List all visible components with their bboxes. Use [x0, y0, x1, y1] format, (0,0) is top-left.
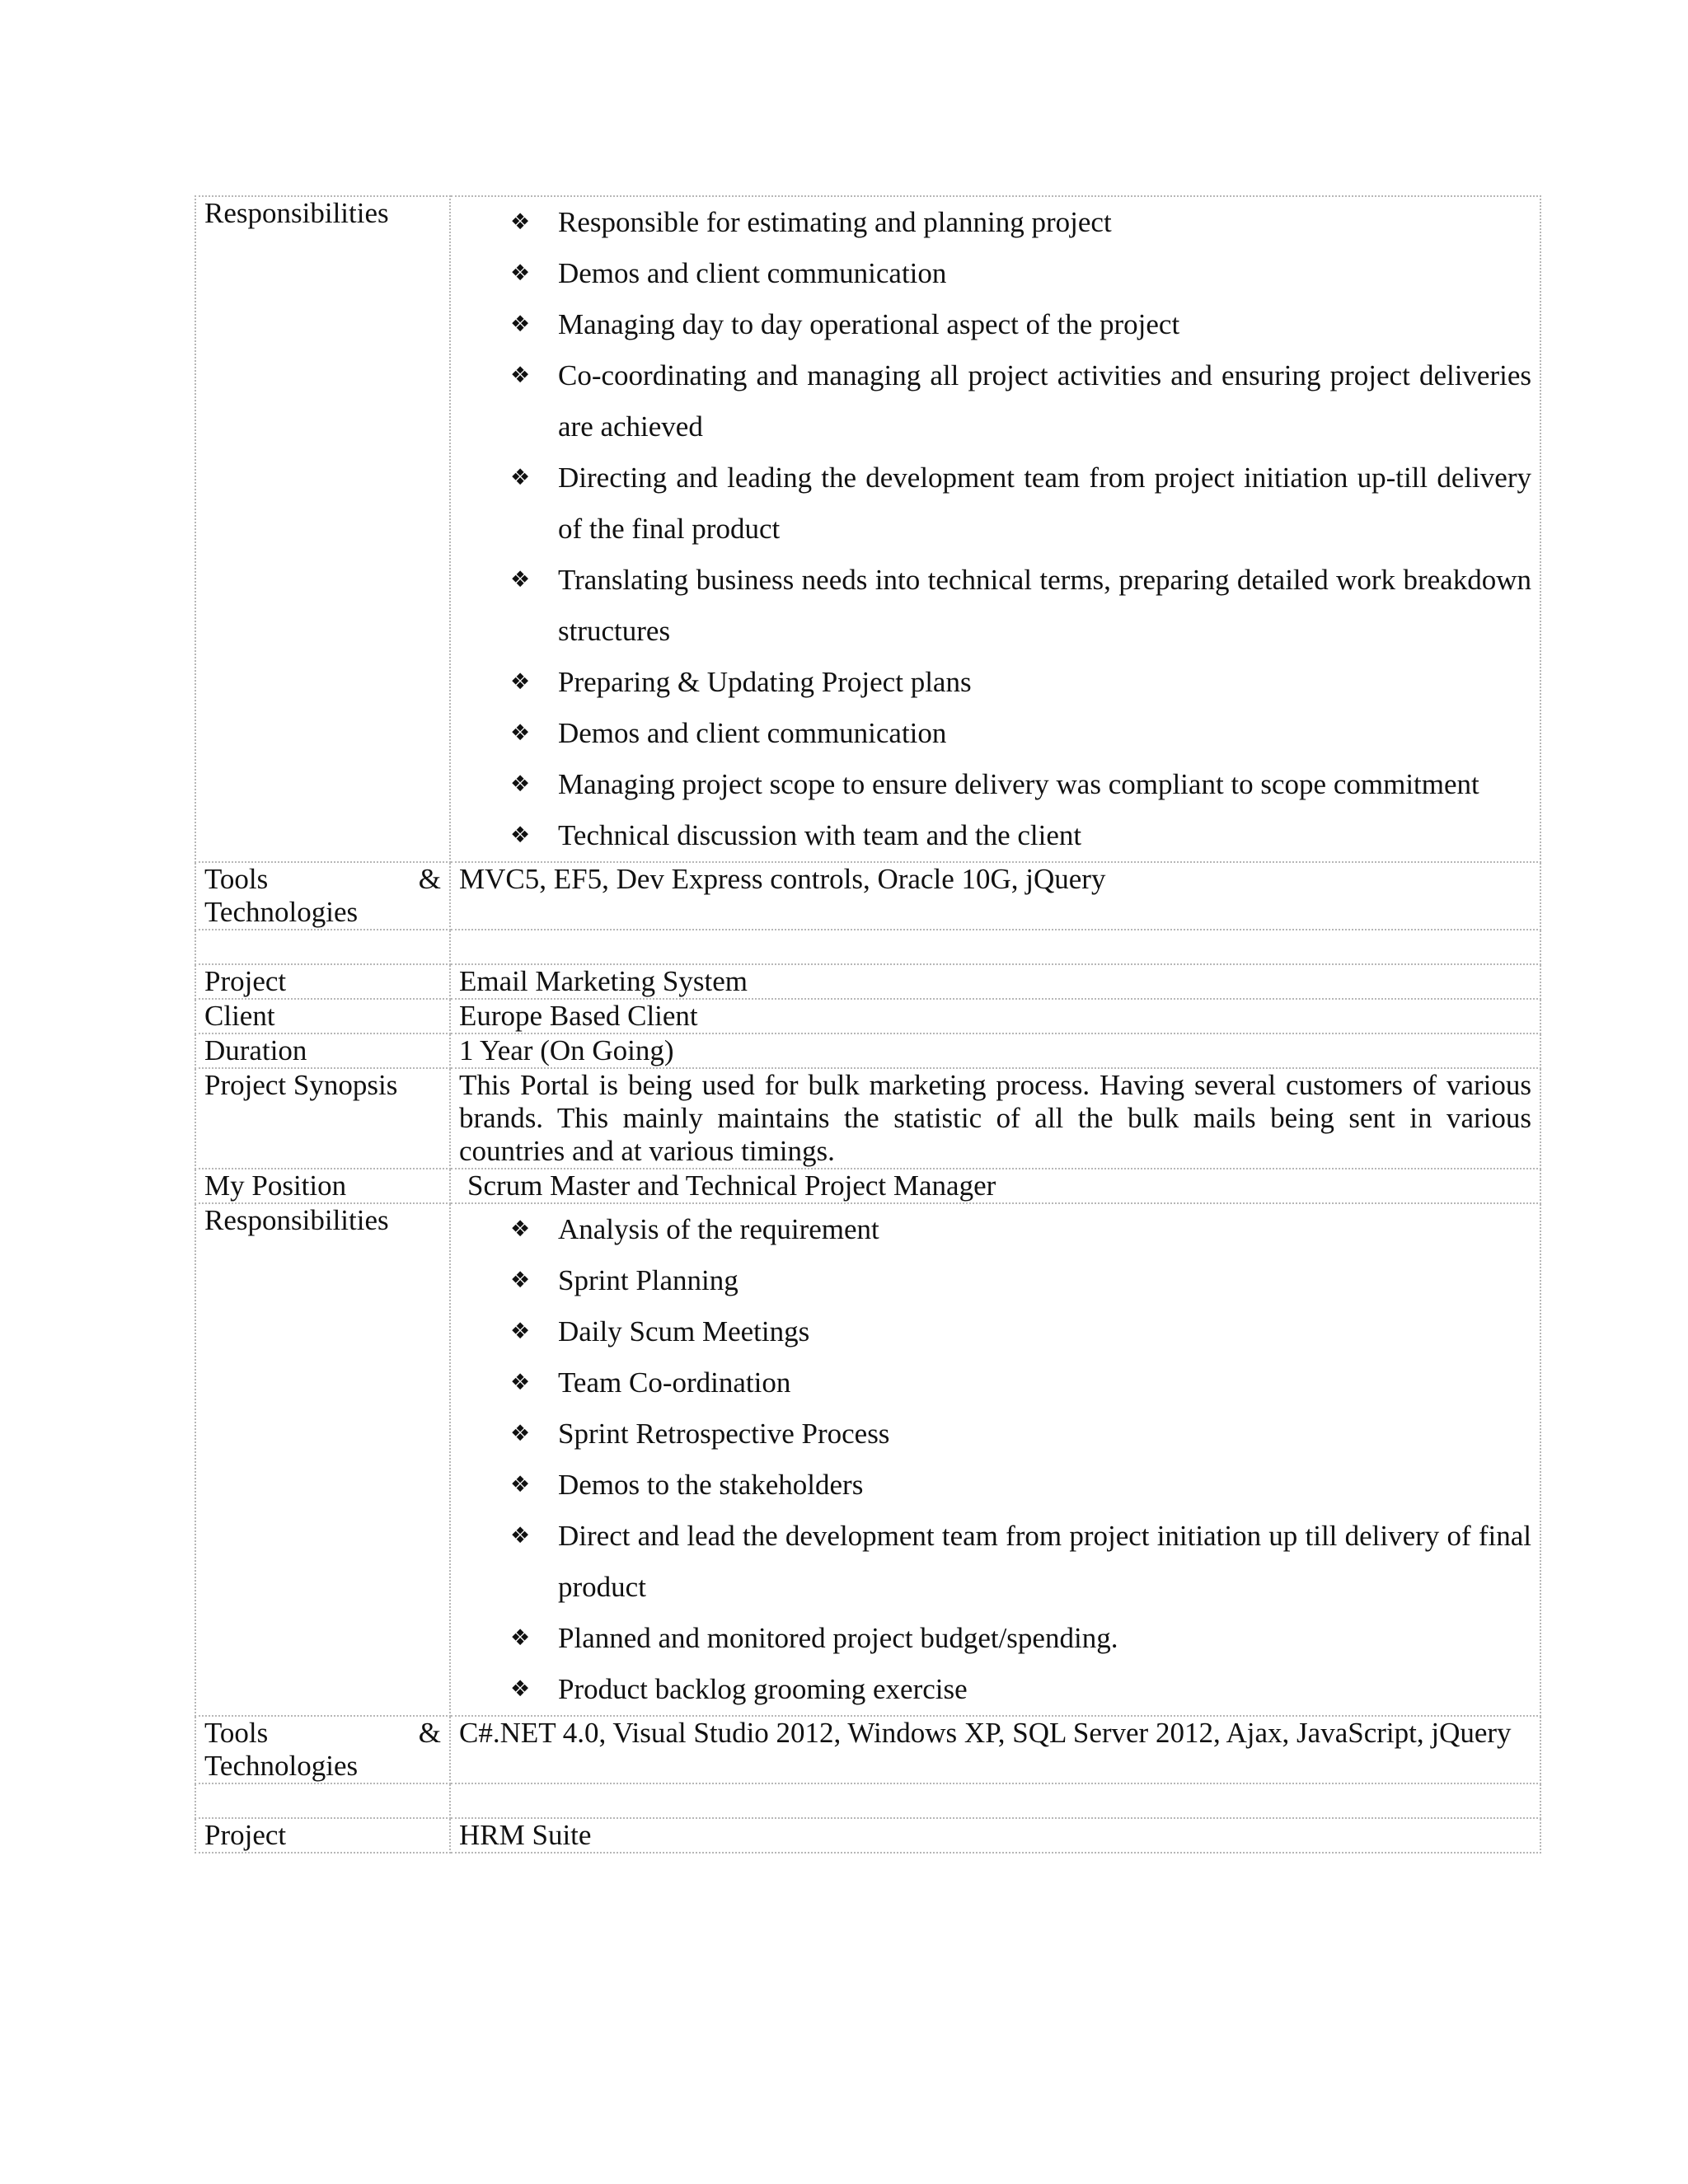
diamond-bullet-icon: ❖: [510, 1319, 531, 1344]
row-label: Project: [204, 965, 287, 997]
label-cell: [195, 1716, 450, 1783]
list-item: ❖ Analysis of the requirement: [510, 1204, 1531, 1255]
diamond-bullet-icon: ❖: [510, 567, 531, 593]
value-cell: [450, 1203, 1540, 1716]
table-row: [195, 964, 1540, 999]
table-row: [195, 196, 1540, 862]
table-row: [195, 862, 1540, 930]
list-item: ❖ Managing project scope to ensure delivery was compliant to scope commitment: [510, 759, 1531, 810]
list-item: ❖ Demos and client communication: [510, 708, 1531, 759]
diamond-bullet-icon: ❖: [510, 771, 531, 797]
diamond-bullet-icon: ❖: [510, 1625, 531, 1651]
diamond-bullet-icon: ❖: [510, 209, 531, 235]
list-item: ❖ Sprint Retrospective Process: [510, 1408, 1531, 1460]
row-label: Responsibilities: [204, 197, 389, 229]
label-cell: [195, 1169, 450, 1203]
synopsis-text: This Portal is being used for bulk marketing process. Having several customers of various brands. This mainly maintains the statistic of all the bulk mails being sent in various countries and at various timings.: [459, 1069, 1531, 1167]
diamond-bullet-icon: ❖: [510, 1370, 531, 1395]
value-cell: [450, 1818, 1540, 1853]
label-cell: [195, 999, 450, 1033]
list-item: ❖ Preparing & Updating Project plans: [510, 657, 1531, 708]
label-cell: [195, 1818, 450, 1853]
table-row: [195, 1203, 1540, 1716]
list-item: ❖ Demos and client communication: [510, 248, 1531, 299]
row-label: Client: [204, 1000, 275, 1032]
label-cell: [195, 1033, 450, 1068]
row-label-first-line: Tools &: [204, 1717, 441, 1749]
diamond-bullet-icon: ❖: [510, 823, 531, 848]
list-item: ❖ Translating business needs into technical terms, preparing detailed work breakdown structures: [510, 555, 1531, 657]
list-item: ❖ Planned and monitored project budget/spending.: [510, 1613, 1531, 1664]
list-item: ❖ Team Co-ordination: [510, 1357, 1531, 1408]
duration-value: 1 Year (On Going): [459, 1034, 674, 1066]
position-value: Scrum Master and Technical Project Manager: [467, 1169, 996, 1202]
diamond-bullet-icon: ❖: [510, 669, 531, 695]
list-item: ❖ Direct and lead the development team from project initiation up till delivery of final product: [510, 1511, 1531, 1613]
diamond-bullet-icon: ❖: [510, 1216, 531, 1242]
list-item: ❖ Daily Scum Meetings: [510, 1306, 1531, 1357]
list-item: ❖ Technical discussion with team and the client: [510, 810, 1531, 861]
label-cell: [195, 1203, 450, 1716]
diamond-bullet-icon: ❖: [510, 465, 531, 490]
table-row: [195, 1818, 1540, 1853]
list-item: ❖ Demos to the stakeholders: [510, 1460, 1531, 1511]
diamond-bullet-icon: ❖: [510, 1268, 531, 1293]
table-row: [195, 1169, 1540, 1203]
value-cell: [450, 1716, 1540, 1783]
diamond-bullet-icon: ❖: [510, 312, 531, 337]
row-label-second-line: Technologies: [204, 896, 359, 928]
value-cell: [450, 196, 1540, 862]
table-row: [195, 1068, 1540, 1169]
row-label: Project Synopsis: [204, 1069, 398, 1101]
diamond-bullet-icon: ❖: [510, 1676, 531, 1702]
diamond-bullet-icon: ❖: [510, 720, 531, 746]
list-item: ❖ Responsible for estimating and planning project: [510, 197, 1531, 248]
label-cell: [195, 196, 450, 862]
list-item: ❖ Directing and leading the development team from project initiation up-till delivery of the final product: [510, 452, 1531, 555]
diamond-bullet-icon: ❖: [510, 1523, 531, 1549]
value-cell: [450, 1169, 1540, 1203]
diamond-bullet-icon: ❖: [510, 1421, 531, 1446]
label-cell: [195, 862, 450, 930]
project-name: HRM Suite: [459, 1819, 592, 1851]
responsibilities-list: [459, 197, 1531, 861]
row-label: My Position: [204, 1169, 347, 1202]
value-cell: [450, 1033, 1540, 1068]
tools-value: C#.NET 4.0, Visual Studio 2012, Windows XP, SQL Server 2012, Ajax, JavaScript, jQuery: [459, 1717, 1512, 1749]
value-cell: [450, 999, 1540, 1033]
table-row: [195, 999, 1540, 1033]
row-label: Duration: [204, 1034, 307, 1066]
project-name: Email Marketing System: [459, 965, 748, 997]
diamond-bullet-icon: ❖: [510, 260, 531, 286]
table-row: [195, 1716, 1540, 1783]
value-cell: [450, 862, 1540, 930]
row-label: Project: [204, 1819, 287, 1851]
list-item: ❖ Managing day to day operational aspect of the project: [510, 299, 1531, 350]
value-cell: [450, 964, 1540, 999]
client-value: Europe Based Client: [459, 1000, 698, 1032]
row-label-first-line: Tools &: [204, 863, 441, 895]
label-cell: [195, 1068, 450, 1169]
row-label-second-line: Technologies: [204, 1750, 359, 1782]
value-cell: [450, 1068, 1540, 1169]
spacer-row: [195, 1783, 1540, 1818]
list-item: ❖ Sprint Planning: [510, 1255, 1531, 1306]
list-item: ❖ Co-coordinating and managing all project activities and ensuring project deliveries are achieved: [510, 350, 1531, 452]
row-label: Responsibilities: [204, 1204, 389, 1236]
responsibilities-list: [459, 1204, 1531, 1715]
diamond-bullet-icon: ❖: [510, 363, 531, 388]
list-item: ❖ Product backlog grooming exercise: [510, 1664, 1531, 1715]
label-cell: [195, 964, 450, 999]
project-details-table: [195, 195, 1541, 1854]
spacer-row: [195, 930, 1540, 964]
tools-value: MVC5, EF5, Dev Express controls, Oracle 10G, jQuery: [459, 863, 1106, 895]
diamond-bullet-icon: ❖: [510, 1472, 531, 1497]
table-row: [195, 1033, 1540, 1068]
